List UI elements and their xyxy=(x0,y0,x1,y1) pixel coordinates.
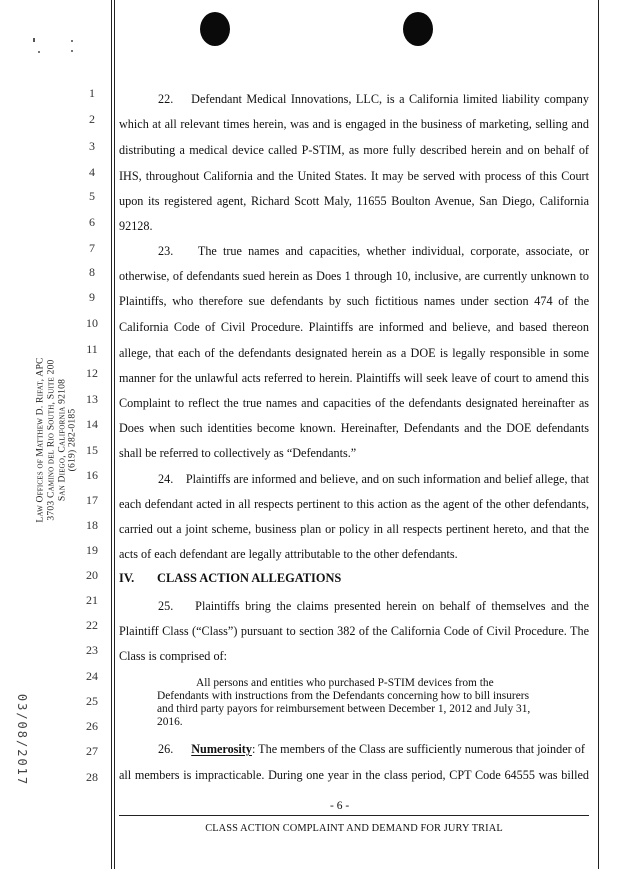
line-number: 6 xyxy=(89,215,95,229)
text-line: otherwise, of defendants sued herein as Does 1 through 10, inclusive, are currently unknown to xyxy=(119,269,589,283)
text-line: upon its registered agent, Richard Scott Maly, 11655 Boulton Avenue, San Diego, California xyxy=(119,194,589,208)
text-line: Does when such identities become known. Hereinafter, Defendants and the DOE defendants xyxy=(119,421,589,435)
line-number: 26 xyxy=(86,719,98,733)
text-line xyxy=(119,742,589,757)
line-number: 22 xyxy=(86,618,98,632)
line-number: 12 xyxy=(86,366,98,380)
firm-city: San Diego, California 92108 xyxy=(56,378,67,502)
line-number: 27 xyxy=(86,744,98,758)
section-title: CLASS ACTION ALLEGATIONS xyxy=(157,571,342,585)
text-line: 23. The true names and capacities, whether individual, corporate, associate, or xyxy=(158,244,589,258)
section-heading xyxy=(119,571,341,586)
line-number: 13 xyxy=(86,392,98,406)
text-line: Plaintiffs, who therefore sue defendants by such fictitious names under section 474 of the xyxy=(119,294,589,308)
text-line: all members is impracticable. During one year in the class period, CPT Code 64555 was billed xyxy=(119,768,589,782)
line-number: 4 xyxy=(89,165,95,179)
date-stamp: 03/08/2017 xyxy=(15,693,29,787)
text-line: Defendants with instructions from the Defendants concerning how to bill insurers xyxy=(157,690,530,702)
firm-name: Law Offices of Matthew D. Rifat, APC xyxy=(34,357,46,523)
text-line: 24. Plaintiffs are informed and believe, and on such information and belief allege, that xyxy=(158,472,589,486)
line-number: 2 xyxy=(89,112,95,126)
line-number: 17 xyxy=(86,493,98,507)
text-line: 2016. xyxy=(157,716,183,728)
text-line: 25. Plaintiffs bring the claims presented herein on behalf of themselves and the xyxy=(158,599,589,613)
line-number: 28 xyxy=(86,770,98,784)
paragraph-number: 26. xyxy=(158,742,174,756)
firm-phone: (619) 282-0185 xyxy=(66,408,78,472)
line-number: 5 xyxy=(89,189,95,203)
line-number: 20 xyxy=(86,568,98,582)
text-line: each defendant acted in all respects pertinent to this action as the agent of the other defendants, xyxy=(119,497,589,511)
section-number: IV. xyxy=(119,571,135,585)
line-number: 25 xyxy=(86,694,98,708)
text-line: acts of each defendant are legally attributable to the other defendants. xyxy=(119,547,458,561)
line-number: 9 xyxy=(89,290,95,304)
line-number: 7 xyxy=(89,241,95,255)
firm-block xyxy=(35,357,78,522)
text-line: which at all relevant times herein, was and is engaged in the business of marketing, selling and xyxy=(119,117,589,131)
line-number: 1 xyxy=(89,86,95,100)
text-line: carried out a joint scheme, business plan or policy in all respects pertinent hereto, and that the xyxy=(119,522,589,536)
footer-rule xyxy=(119,815,589,816)
line-number: 14 xyxy=(86,417,98,431)
text-run: : The members of the Class are sufficiently numerous that joinder of xyxy=(251,742,585,756)
punch-hole-right xyxy=(403,12,433,46)
text-line: All persons and entities who purchased P-STIM devices from the xyxy=(196,677,494,689)
line-number: 15 xyxy=(86,443,98,457)
text-line: shall be referred to collectively as “Defendants.” xyxy=(119,446,357,460)
line-number: 16 xyxy=(86,468,98,482)
text-line: IHS, throughout California and the United States. It may be served with process of this Court xyxy=(119,169,589,183)
line-number: 8 xyxy=(89,265,95,279)
text-line: distributing a medical device called P-STIM, as more fully described herein and on behalf of xyxy=(119,143,589,157)
text-line: allege, that each of the defendants designated herein as a DOE is legally responsible in some xyxy=(119,346,589,360)
footer-title: CLASS ACTION COMPLAINT AND DEMAND FOR JURY TRIAL xyxy=(205,823,503,834)
text-line: California Code of Civil Procedure. Plaintiffs are informed and believe, and based thereon xyxy=(119,320,589,334)
line-number: 21 xyxy=(86,593,98,607)
line-number: 23 xyxy=(86,643,98,657)
left-margin-rule-inner xyxy=(114,0,115,869)
text-line: 92128. xyxy=(119,219,153,233)
line-number: 10 xyxy=(86,316,98,330)
line-number: 18 xyxy=(86,518,98,532)
text-line: Complaint to reflect the true names and capacities of the defendants designated hereinafter as xyxy=(119,396,589,410)
punch-hole-left xyxy=(200,12,230,46)
text-line: 22. Defendant Medical Innovations, LLC, is a California limited liability company xyxy=(158,92,589,106)
text-line: manner for the unlawful acts referred to herein. Plaintiffs will seek leave of court to amend this xyxy=(119,371,589,385)
right-margin-rule xyxy=(598,0,599,869)
line-number: 24 xyxy=(86,669,98,683)
page-number: - 6 - xyxy=(330,800,350,812)
line-number: 3 xyxy=(89,139,95,153)
line-number: 19 xyxy=(86,543,98,557)
text-line: Class is comprised of: xyxy=(119,649,227,663)
line-number: 11 xyxy=(86,342,98,356)
text-line: Plaintiff Class (“Class”) pursuant to section 382 of the California Code of Civil Procedure. The xyxy=(119,624,589,638)
numerosity-term: Numerosity xyxy=(191,742,252,756)
text-line: and third party payors for reimbursement between December 1, 2012 and July 31, xyxy=(157,703,531,715)
firm-address: 3703 Camino del Rio South, Suite 200 xyxy=(45,359,57,521)
left-sidebar xyxy=(0,0,112,869)
